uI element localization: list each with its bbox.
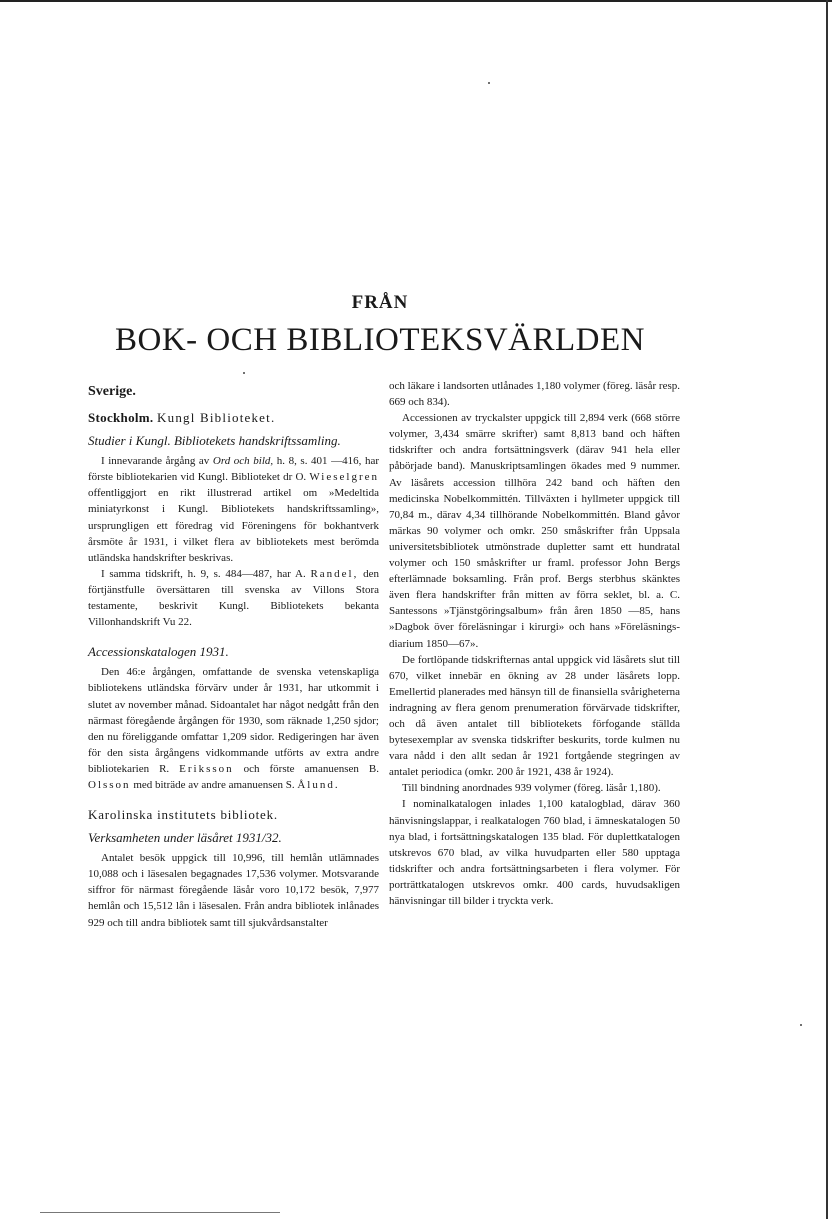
page-top-edge [0, 0, 832, 2]
paragraph: Den 46:e årgången, omfattande de svenska vetenskapliga bibliotekens utländska förvärv under år 1931, har utkommit i slutet av november månad. Sidoantalet har något nedgått från den närmast föregående årgången för 1930, som räknade 1,250 sjdor; den nu föreliggande omfattar 1,209 sidor. Redigeringen har även för den sista årgångens vidkommande utförts av extra andre bibliotekarien R. Eriksson och förste amanuensen B. Olsson med biträde av andre amanuensen S. Ålund. [88, 666, 379, 791]
left-column [88, 382, 379, 931]
country-heading: Sverige. [88, 384, 136, 399]
paragraph: I innevarande årgång av Ord och bild, h. 8, s. 401 —416, har förste bibliotekarien vid Kungl. Biblioteket dr O. Wieselgren offentliggjort en rikt illustrerad artikel om »Medeltida miniatyrkonst i Kungl. Bibliotekets handskriftssamling», ursprungligen ett föredrag vid Föreningens för bokhantverk årsmöte år 1931, i vilket flera av bibliotekets mest berömda utländska handskrifter beskrivas. [88, 455, 380, 564]
scan-speck [243, 372, 245, 374]
scan-speck [800, 1024, 802, 1026]
section-heading-activity: Verksamheten under läsåret 1931/32. [88, 830, 282, 846]
paragraph: De fortlöpande tidskrifternas antal uppgick vid läsårets slut till 670, vilket innebär en ökning av 28 under läsårets lopp. Emellertid planerades med hänsyn till de finansiella svårigheterna indragning av flera genom prenumeration förvärvade tidskrifter, och då även antalet till bibliotekets förfogande ställda bytesexemplar av svenska tidskrifter beskurits, torde kulmen nu vara nådd i den allt sedan år 1921 fortgående stegringen av antalet periodica (omkr. 200 år 1921, 438 år 1924). [389, 653, 680, 779]
paragraph: Antalet besök uppgick till 10,996, till hemlån utlämnades 10,088 och i läsesalen begagnades 17,536 volymer. Motsvarande siffror för närmast föregående läsår voro 10,172 besök, 7,977 hemlån och 15,512 lån i läsesalen. Från andra bibliotek inlånades 929 och till andra bibliotek samt till sjukvårdsanstalter [88, 852, 379, 929]
page-bottom-mark [40, 1212, 280, 1213]
section-kicker: FRÅN [351, 292, 409, 313]
person-name: Randel, [310, 567, 359, 580]
paragraph: och läkare i landsorten utlånades 1,180 volymer (föreg. läsår resp. 669 och 834). [389, 380, 680, 409]
section-heading-manuscripts: Studier i Kungl. Bibliotekets handskriftssamling. [88, 433, 341, 449]
paragraph: I nominalkatalogen inlades 1,100 katalogblad, därav 360 hänvisningslappar, i realkatalogen 760 blad, i ämneskatalogen 50 nya blad, i fortsättningskatalogen 135 blad. För duplettkatalogen utskrevos 670 blad, av vilka huvudparten eller 580 upptaga tidskrifter och andra fortsättningsarbeten i flera volymer. För porträttkatalogen utskrevos omkr. 400 cards, huvudsakligen hänvisningar till bilder i tryckta verk. [389, 798, 680, 907]
scan-speck [488, 82, 490, 84]
paragraph: Accessionen av tryckalster uppgick till 2,894 verk (668 större volymer, 3,434 smärre skrifter) samt 8,813 band och häften tidskrifter och andra fortsättningsverk (därav 941 hela eller påbörjade band). Manuskriptsamlingen ökades med 9 nummer. Av läsårets accession tillhöra 242 band och häften den medicinska Nobelkommittén. Tillväxten i hyllmeter uppgick till 70,84 m., därav 4,34 tillhörande Nobelkommittén. Bland gåvor märkas 90 volymer och omkr. 250 småskrifter från Uppsala universitetsbibliotek utmönstrade dupletter samt ett hundratal volymer och 150 småskrifter ur framl. professor John Bergs efterlämnade boksamling. Från prof. Bergs sterbhus skänktes även flera handskrifter från mitten av förra seklet, bl. a. C. Santessons »Tjänstgöringsalbum» från åren 1850 —85, hans »Dagbok över föreläsningar i kirurgi» och hans »Föreläsnings-diarium 1850—67». [389, 412, 680, 650]
library-heading [88, 410, 379, 426]
institute-heading: Karolinska institutets bibliotek. [88, 807, 278, 823]
right-column [389, 378, 680, 909]
journal-title: Ord och bild, [212, 455, 274, 468]
page-right-edge [826, 0, 828, 1219]
page-title: BOK- OCH BIBLIOTEKSVÄRLDEN [115, 322, 645, 358]
person-name: Eriksson [179, 762, 234, 775]
city-name: Stockholm. [88, 410, 154, 426]
person-name: Olsson [88, 778, 131, 791]
paragraph: Till bindning anordnades 939 volymer (föreg. läsår 1,180). [402, 782, 661, 795]
person-name: Wieselgren [309, 471, 379, 484]
library-name: Kungl Biblioteket. [157, 410, 276, 426]
section-heading-accession: Accessionskatalogen 1931. [88, 644, 229, 660]
person-name: Ålund. [297, 778, 340, 791]
paragraph: I samma tidskrift, h. 9, s. 484—487, har A. Randel, den förtjänstfulle översättaren till svenska av Villons Stora testamente, beskrivit Kungl. Bibliotekets bekanta Villonhandskrift Vu 22. [88, 567, 379, 629]
